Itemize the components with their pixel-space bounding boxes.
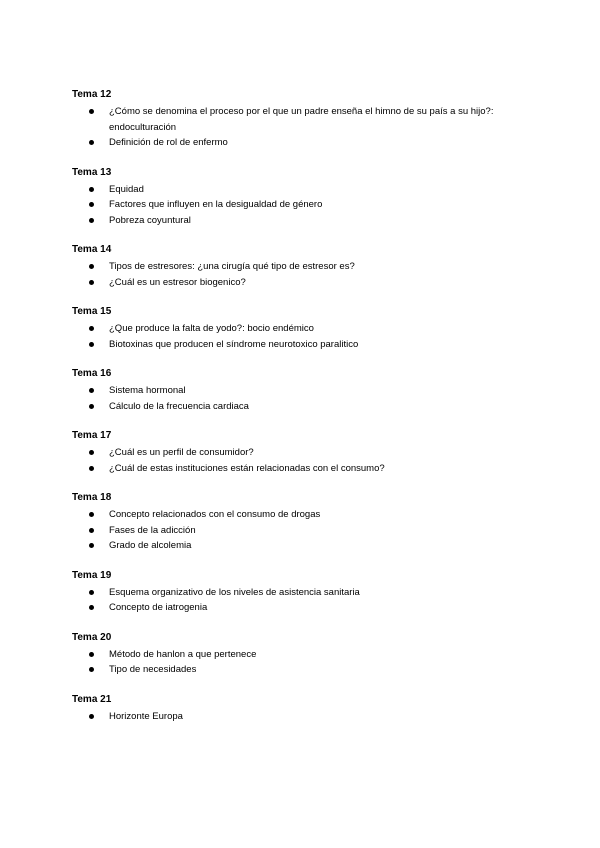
bullet-icon: [89, 187, 94, 192]
list-item: [72, 197, 552, 213]
section-title: Tema 18: [72, 492, 112, 503]
list-item-text: Tipo de necesidades: [109, 664, 197, 675]
list-item: [72, 662, 552, 678]
list-item-text: Biotoxinas que producen el síndrome neurotoxico paralitico: [109, 338, 359, 350]
list-item-text: Factores que influyen en la desigualdad de género: [109, 199, 323, 210]
bullet-icon: [89, 264, 94, 269]
list-item: [72, 538, 552, 554]
list-item-text: Horizonte Europa: [109, 710, 183, 722]
list-item-text: Grado de alcolemia: [109, 540, 192, 551]
bullet-list: [72, 585, 552, 616]
list-item-text: ¿Cuál de estas instituciones están relacionadas con el consumo?: [109, 462, 385, 474]
list-item: [72, 647, 552, 663]
bullet-list: [72, 383, 552, 414]
list-item-text: Equidad: [109, 183, 144, 195]
bullet-icon: [89, 714, 94, 719]
list-item: [72, 383, 552, 399]
section-title: Tema 14: [72, 244, 112, 255]
section-title: Tema 13: [72, 166, 112, 178]
list-item-text: Sistema hormonal: [109, 385, 186, 396]
list-item-text: Definición de rol de enfermo: [109, 137, 228, 148]
bullet-icon: [89, 388, 94, 393]
list-item: [72, 507, 552, 523]
list-item: [72, 213, 552, 229]
list-item: [72, 321, 552, 337]
list-item-text: Fases de la adicción: [109, 524, 196, 536]
list-item: [72, 259, 552, 275]
list-item-text: ¿Cuál es un estresor biogenico?: [109, 276, 246, 288]
section-title: Tema 21: [72, 693, 112, 705]
bullet-icon: [89, 202, 94, 207]
section-tema-14: [72, 243, 552, 290]
list-item: [72, 399, 552, 415]
section-title: Tema 16: [72, 368, 112, 379]
bullet-icon: [89, 450, 94, 455]
section-tema-20: [72, 631, 552, 678]
bullet-icon: [89, 543, 94, 548]
bullet-list: [72, 445, 552, 476]
list-item-text: ¿Cómo se denomina el proceso por el que un padre enseña el himno de su país a su hijo?: endoculturación: [109, 106, 494, 133]
list-item-text: Concepto de iatrogenia: [109, 602, 208, 613]
list-item: [72, 135, 552, 151]
section-tema-21: [72, 693, 552, 725]
bullet-icon: [89, 280, 94, 285]
bullet-list: [72, 321, 552, 352]
list-item-text: ¿Cuál es un perfil de consumidor?: [109, 447, 254, 458]
bullet-list: [72, 647, 552, 678]
bullet-icon: [89, 590, 94, 595]
list-item: [72, 585, 552, 601]
list-item-text: Método de hanlon a que pertenece: [109, 648, 257, 660]
section-title: Tema 19: [72, 569, 112, 581]
bullet-icon: [89, 466, 94, 471]
bullet-icon: [89, 404, 94, 409]
bullet-icon: [89, 652, 94, 657]
list-item: [72, 337, 552, 353]
bullet-list: [72, 709, 552, 725]
list-item-text: Pobreza coyuntural: [109, 214, 191, 226]
document-page: [72, 88, 552, 739]
bullet-list: [72, 182, 552, 229]
list-item-text: Cálculo de la frecuencia cardiaca: [109, 400, 249, 412]
list-item: [72, 104, 552, 135]
bullet-icon: [89, 109, 94, 114]
section-tema-12: [72, 88, 552, 151]
bullet-icon: [89, 512, 94, 517]
list-item-text: Tipos de estresores: ¿una cirugía qué tipo de estresor es?: [109, 261, 355, 272]
list-item-text: Concepto relacionados con el consumo de drogas: [109, 509, 321, 520]
list-item-text: Esquema organizativo de los niveles de asistencia sanitaria: [109, 586, 360, 598]
section-tema-16: [72, 367, 552, 414]
section-title: Tema 12: [72, 89, 112, 100]
bullet-icon: [89, 342, 94, 347]
list-item: [72, 523, 552, 539]
bullet-icon: [89, 326, 94, 331]
section-title: Tema 15: [72, 306, 112, 317]
section-title: Tema 17: [72, 430, 112, 441]
bullet-list: [72, 259, 552, 290]
list-item: [72, 461, 552, 477]
bullet-icon: [89, 218, 94, 223]
section-tema-15: [72, 305, 552, 352]
bullet-icon: [89, 528, 94, 533]
list-item-text: ¿Que produce la falta de yodo?: bocio endémico: [109, 323, 314, 334]
section-title: Tema 20: [72, 631, 112, 643]
bullet-icon: [89, 667, 94, 672]
bullet-icon: [89, 605, 94, 610]
list-item: [72, 600, 552, 616]
bullet-icon: [89, 140, 94, 145]
list-item: [72, 445, 552, 461]
section-tema-17: [72, 429, 552, 476]
bullet-list: [72, 104, 552, 151]
bullet-list: [72, 507, 552, 554]
list-item: [72, 275, 552, 291]
section-tema-13: [72, 166, 552, 229]
section-tema-19: [72, 569, 552, 616]
list-item: [72, 182, 552, 198]
list-item: [72, 709, 552, 725]
section-tema-18: [72, 491, 552, 554]
